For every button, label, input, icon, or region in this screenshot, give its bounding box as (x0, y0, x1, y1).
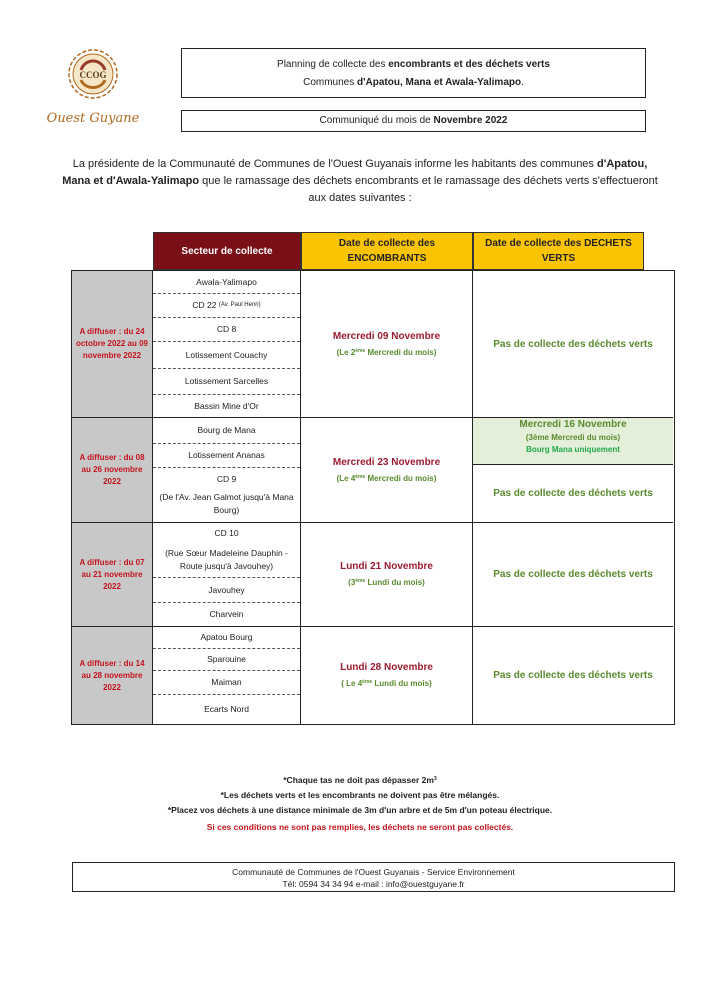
encombrants-cell (301, 523, 473, 626)
encombrants-date: Lundi 28 Novembre (340, 662, 433, 673)
encombrants-date: Mercredi 23 Novembre (332, 456, 441, 468)
encombrants-cell (301, 418, 473, 522)
sector-list (153, 418, 301, 522)
sector-item: Javouhey (153, 578, 300, 603)
intro-paragraph: La présidente de la Communauté de Communes de l'Ouest Guyanais informe les habitants des communes d'Apatou, Mana et d'Awala-Yalimapo que le ramassage des déchets encombrants et le ramassage des déchets verts s'effectueront aux dates suivantes : (62, 158, 658, 204)
encombrants-note: (Le 4ème Mercredi du mois) (336, 473, 437, 483)
diffusion-period: A diffuser : du 08 au 26 novembre 2022 (72, 418, 153, 522)
sector-item: (Rue Sœur Madeleine Dauphin - Route jusqu'à Javouhey) (153, 543, 300, 578)
sector-item: Maiman (153, 671, 300, 695)
dechets-verts-mana (473, 418, 673, 465)
dechets-verts-cell: Pas de collecte des déchets verts (493, 338, 653, 350)
sector-item: CD 8 (153, 318, 300, 342)
diffusion-period: A diffuser : du 07 au 21 novembre 2022 (72, 523, 153, 626)
sector-item: (De l'Av. Jean Galmot jusqu'à Mana Bourg) (159, 492, 294, 515)
sector-item: CD 9 (216, 473, 237, 484)
header-encombrants: Date de collecte des ENCOMBRANTS (301, 232, 473, 270)
logo-text: Ouest Guyane (46, 111, 140, 126)
footer-org: Communauté de Communes de l'Ouest Guyanais - Service Environnement (232, 867, 515, 877)
encombrants-date: Lundi 21 Novembre (340, 561, 433, 572)
table-group (72, 523, 673, 627)
sector-item: CD 22 (Av. Paul Henri) (153, 294, 300, 318)
encombrants-cell (301, 627, 473, 724)
logo-monogram: CCOG (79, 70, 107, 80)
dechets-verts-cell: Pas de collecte des déchets verts (493, 670, 653, 681)
sector-list (153, 523, 301, 626)
dechets-verts-note: (3ème Mercredi du mois) (525, 433, 621, 442)
sector-item: Sparouine (153, 649, 300, 671)
note-warning: Si ces conditions ne sont pas remplies, les déchets ne seront pas collectés. (206, 822, 514, 832)
note-volume: *Chaque tas ne doit pas dépasser $2m^3$ (283, 775, 437, 785)
diffusion-period: A diffuser : du 14 au 28 novembre 2022 (72, 627, 153, 724)
title-box (181, 48, 646, 98)
sector-item: Lotissement Couachy (153, 342, 300, 369)
table-group (72, 418, 673, 523)
header-secteur: Secteur de collecte (153, 232, 301, 270)
title-line-2: Communes d'Apatou, Mana et Awala-Yalimapo. (303, 77, 524, 88)
sector-item: Ecarts Nord (204, 703, 249, 714)
table-group (72, 627, 673, 724)
sector-item: Awala-Yalimapo (153, 271, 300, 294)
dechets-verts-cell: Pas de collecte des déchets verts (493, 569, 653, 580)
sector-list (153, 627, 301, 724)
diffusion-period: A diffuser : du 24 octobre 2022 au 09 novembre 2022 (72, 271, 153, 417)
sector-item: Lotissement Sarcelles (153, 369, 300, 395)
footer-box (72, 862, 675, 892)
title-line-1: Planning de collecte des encombrants et des déchets verts (277, 59, 550, 70)
communique-box: Communiqué du mois de Novembre 2022 (181, 110, 646, 132)
encombrants-note: (3ème Lundi du mois) (348, 578, 425, 587)
encombrants-note: ( Le 4ème Lundi du mois) (341, 679, 432, 688)
sector-item: Bassin Mine d'Or (194, 400, 259, 411)
sector-item: Bourg de Mana (153, 418, 300, 444)
dechets-verts-date: Mercredi 16 Novembre (519, 419, 627, 430)
collection-table (71, 270, 675, 725)
rules-notes (60, 772, 660, 835)
table-group (72, 271, 673, 418)
dechets-verts-none: Pas de collecte des déchets verts (493, 488, 653, 499)
footer-contact: Tél: 0594 34 34 94 e-mail : info@ouestguyane.fr (282, 879, 465, 889)
dechets-verts-scope: Bourg Mana uniquement (526, 445, 620, 454)
sector-item: Lotissement Ananas (153, 444, 300, 468)
encombrants-note: (Le 2ème Mercredi du mois) (336, 347, 437, 357)
ouest-guyane-logo (36, 44, 151, 134)
encombrants-date: Mercredi 09 Novembre (332, 330, 441, 342)
sector-item: Charvein (209, 609, 244, 619)
sector-item: Apatou Bourg (153, 627, 300, 649)
header-dechets-verts: Date de collecte des DECHETS VERTS (473, 232, 644, 270)
encombrants-cell (301, 271, 473, 417)
dechets-verts-cell (473, 418, 673, 522)
note-distance: *Placez vos déchets à une distance minimale de 3m d'un arbre et de 5m d'un poteau électrique. (167, 805, 553, 815)
note-separation: *Les déchets verts et les encombrants ne doivent pas être mélangés. (220, 790, 500, 800)
sector-list (153, 271, 301, 417)
sector-item: CD 10 (214, 527, 239, 538)
